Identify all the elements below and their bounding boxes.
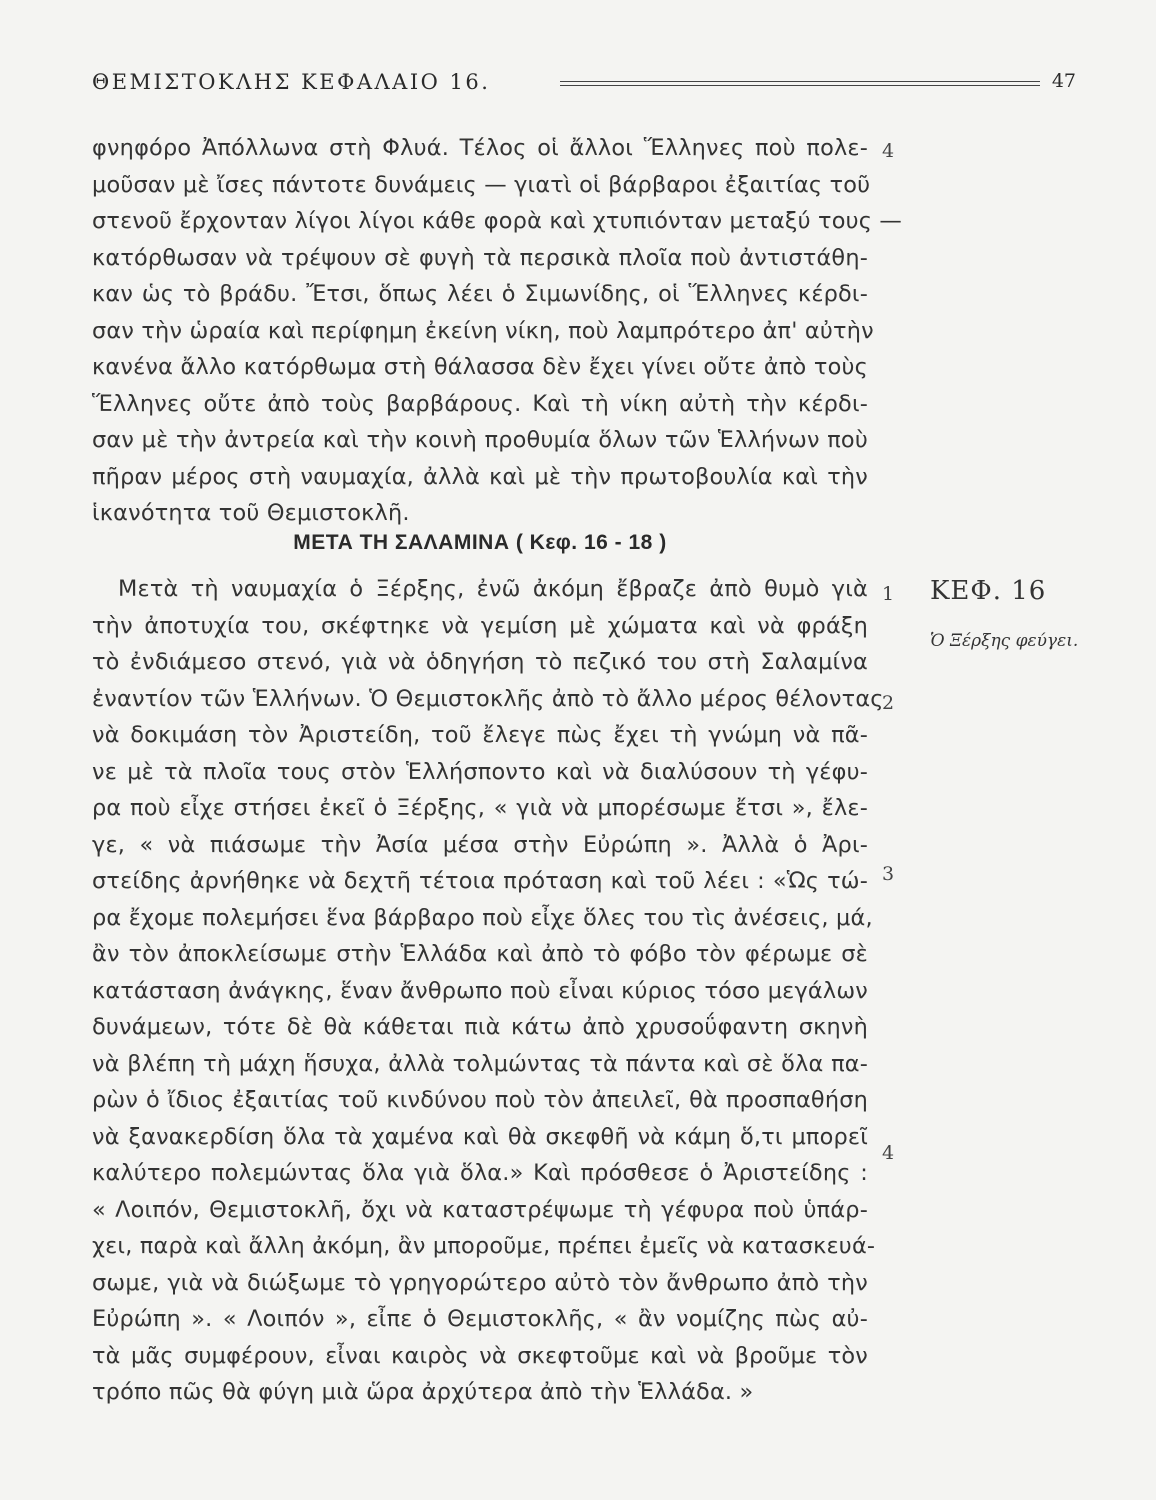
text-line: γε, « νὰ πιάσωμε τὴν Ἀσία μέσα στὴν Εὐρώπη ». Ἀλλὰ ὁ Ἀρι- (92, 831, 868, 858)
paragraph-number: 2 (882, 692, 895, 714)
text-line: σαν τὴν ὡραία καὶ περίφημη ἐκείνη νίκη, ποὺ λαμπρότερο ἀπ' αὐτὴν (92, 317, 874, 344)
text-line: τὰ μᾶς συμφέρουν, εἶναι καιρὸς νὰ σκεφτοῦμε καὶ νὰ βροῦμε τὸν (92, 1342, 868, 1369)
text-line: νὰ ξανακερδίση ὅλα τὰ χαμένα καὶ θὰ σκεφθῆ νὰ κάμη ὅ,τι μπορεῖ (92, 1123, 868, 1150)
text-line: νὰ βλέπη τὴ μάχη ἥσυχα, ἀλλὰ τολμώντας τὰ πάντα καὶ σὲ ὅλα πα- (92, 1050, 868, 1077)
text-line: Ἕλληνες οὔτε ἀπὸ τοὺς βαρβάρους. Καὶ τὴ νίκη αὐτὴ τὴν κέρδι- (92, 390, 868, 417)
text-line: κατόρθωσαν νὰ τρέψουν σὲ φυγὴ τὰ περσικὰ πλοῖα ποὺ ἀντιστάθη- (92, 244, 868, 271)
text-line: δυνάμεων, τότε δὲ θὰ κάθεται πιὰ κάτω ἀπὸ χρυσοΰφαντη σκηνὴ (92, 1014, 868, 1040)
text-line: νε μὲ τὰ πλοῖα τους στὸν Ἑλλήσποντο καὶ νὰ διαλύσουν τὴ γέφυ- (92, 758, 868, 785)
text-line: ἱκανότητα τοῦ Θεμιστοκλῆ. (92, 500, 410, 526)
paragraph-number: 4 (882, 1142, 895, 1164)
text-line: φνηφόρο Ἀπόλλωνα στὴ Φλυά. Τέλος οἱ ἄλλοι Ἕλληνες ποὺ πολε- (92, 135, 868, 161)
header-title: ΘΕΜΙΣΤΟΚΛΗΣ ΚΕΦΑΛΑΙΟ 16. (92, 70, 491, 94)
text-line: σωμε, γιὰ νὰ διώξωμε τὸ γρηγορώτερο αὐτὸ τὸν ἄνθρωπο ἀπὸ τὴν (92, 1269, 868, 1296)
text-line: καν ὡς τὸ βράδυ. Ἔτσι, ὅπως λέει ὁ Σιμωνίδης, οἱ Ἕλληνες κέρδι- (92, 281, 868, 307)
text-line: στείδης ἀρνήθηκε νὰ δεχτῆ τέτοια πρόταση καὶ τοῦ λέει : «Ὡς τώ- (92, 868, 868, 894)
text-line: μοῦσαν μὲ ἴσες πάντοτε δυνάμεις — γιατὶ οἱ βάρβαροι ἐξαιτίας τοῦ (92, 171, 871, 198)
text-line: Εὐρώπη ». « Λοιπόν », εἶπε ὁ Θεμιστοκλῆς, « ἂν νομίζης πὼς αὐ- (92, 1306, 868, 1332)
margin-note: Ὁ Ξέρξης φεύγει. (930, 631, 1079, 651)
text-line: « Λοιπόν, Θεμιστοκλῆ, ὄχι νὰ καταστρέψωμε τὴ γέφυρα ποὺ ὑπάρ- (92, 1196, 868, 1223)
margin-chapter-label: ΚΕΦ. 16 (930, 576, 1047, 606)
text-line: ρὼν ὁ ἴδιος ἐξαιτίας τοῦ κινδύνου ποὺ τὸν ἀπειλεῖ, θὰ προσπαθήση (92, 1087, 868, 1113)
text-line: καλύτερο πολεμώντας ὅλα γιὰ ὅλα.» Καὶ πρόσθεσε ὁ Ἀριστείδης : (92, 1160, 868, 1186)
paragraph-number: 1 (882, 583, 895, 605)
paragraph-block-1 (92, 130, 903, 532)
text-line: τὴν ἀποτυχία του, σκέφτηκε νὰ γεμίση μὲ χώματα καὶ νὰ φράξη (92, 612, 868, 639)
header-rule (560, 81, 1040, 86)
page-number: 47 (1051, 70, 1076, 92)
text-line: τὸ ἐνδιάμεσο στενό, γιὰ νὰ ὁδηγήση τὸ πεζικό του στὴ Σαλαμίνα (92, 649, 868, 675)
text-line: σαν μὲ τὴν ἀντρεία καὶ τὴν κοινὴ προθυμία ὅλων τῶν Ἑλλήνων ποὺ (92, 427, 868, 453)
text-line: χει, παρὰ καὶ ἄλλη ἀκόμη, ἂν μποροῦμε, πρέπει ἐμεῖς νὰ κατασκευά- (92, 1233, 876, 1259)
text-line: στενοῦ ἔρχονταν λίγοι λίγοι κάθε φορὰ καὶ χτυπιόνταν μεταξύ τους — (92, 208, 903, 234)
text-line: νὰ δοκιμάση τὸν Ἀριστείδη, τοῦ ἔλεγε πὼς ἔχει τὴ γνώμη νὰ πᾶ- (92, 722, 868, 748)
text-line: πῆραν μέρος στὴ ναυμαχία, ἀλλὰ καὶ μὲ τὴν πρωτοβουλία καὶ τὴν (92, 463, 868, 490)
text-line: ρα ἔχομε πολεμήσει ἕνα βάρβαρο ποὺ εἶχε ὅλες του τὶς ἀνέσεις, μά, (92, 904, 873, 931)
text-line: ρα ποὺ εἶχε στήσει ἐκεῖ ὁ Ξέρξης, « γιὰ νὰ μπορέσωμε ἔτσι », ἔλε- (92, 795, 868, 821)
paragraph-block-2 (92, 571, 884, 1411)
text-line: κατάσταση ἀνάγκης, ἕναν ἄνθρωπο ποὺ εἶναι κύριος τόσο μεγάλων (92, 977, 868, 1004)
text-line: τρόπο πῶς θὰ φύγη μιὰ ὥρα ἀρχύτερα ἀπὸ τὴν Ἑλλάδα. » (92, 1379, 754, 1405)
running-header (92, 66, 1076, 102)
text-line: ἂν τὸν ἀποκλείσωμε στὴν Ἑλλάδα καὶ ἀπὸ τὸ φόβο τὸν φέρωμε σὲ (92, 941, 868, 967)
section-title: ΜΕΤΑ ΤΗ ΣΑΛΑΜΙΝΑ ( Κεφ. 16 - 18 ) (293, 531, 667, 554)
paragraph-number: 3 (882, 863, 895, 885)
text-line: κανένα ἄλλο κατόρθωμα στὴ θάλασσα δὲν ἔχει γίνει οὔτε ἀπὸ τοὺς (92, 354, 868, 380)
text-line: Μετὰ τὴ ναυμαχία ὁ Ξέρξης, ἐνῶ ἀκόμη ἔβραζε ἀπὸ θυμὸ γιὰ (118, 576, 868, 602)
paragraph-number: 4 (882, 140, 895, 162)
text-line: ἐναντίον τῶν Ἑλλήνων. Ὁ Θεμιστοκλῆς ἀπὸ τὸ ἄλλο μέρος θέλοντας (92, 685, 884, 712)
